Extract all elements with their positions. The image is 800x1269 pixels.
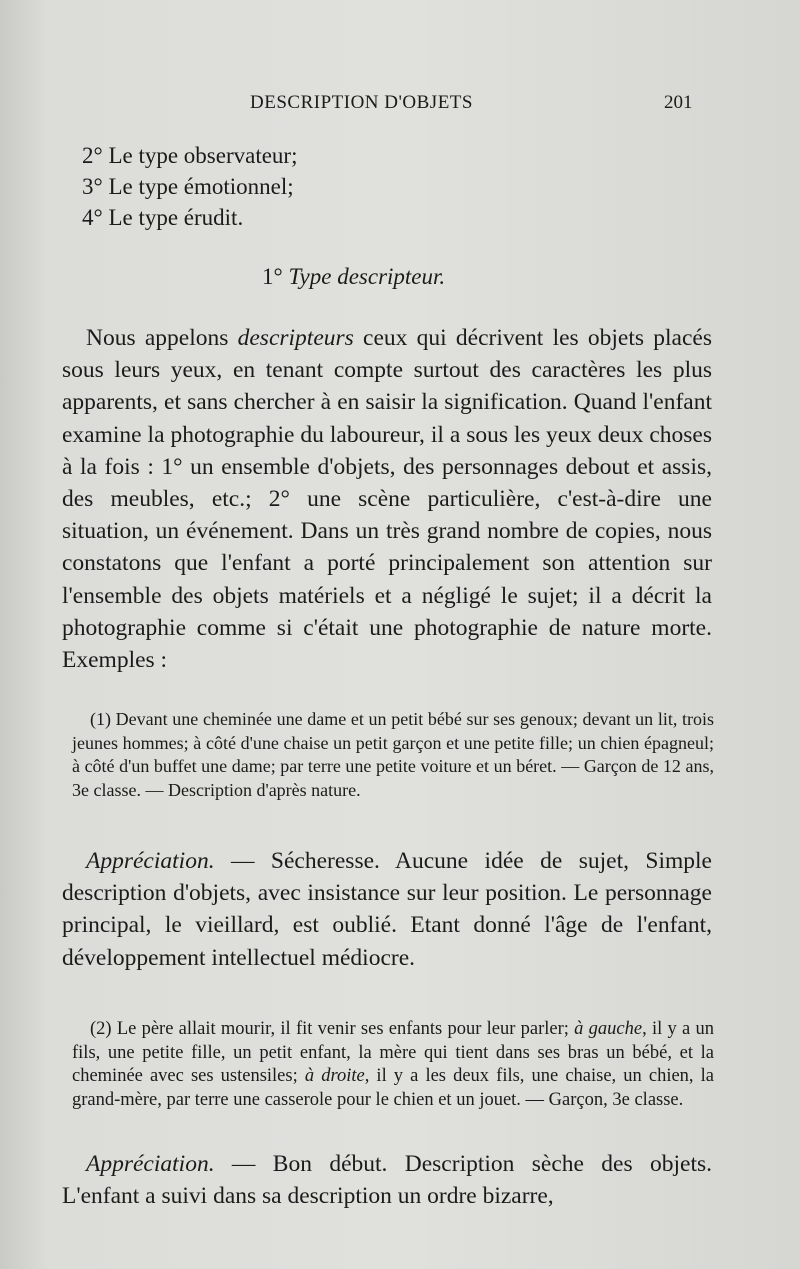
emphasized-term: à droite: [304, 1066, 365, 1086]
paragraph-text: ceux qui décrivent les objets placés sous leurs yeux, en tenant compte surtout des caractères les plus apparents, et sans chercher à en saisir la signification. Quand l'enfant examine la photographie du laboureur, il a sous les yeux deux choses à la fois : 1° un ensemble d'objets, des personnages debout et assis, des meubles, etc.; 2° une scène particulière, c'est-à-dire une situation, un événement. Dans un très grand nombre de copies, nous constatons que l'enfant a porté principalement son attention sur l'ensemble des objets matériels et a négligé le sujet; il a décrit la photographie comme si c'était une photographie de nature morte. Exemples :: [62, 325, 712, 674]
appreciation-text: — Sécheresse. Aucune idée de sujet, Simple description d'objets, avec insistance sur leur position. Le personnage principal, le vieillard, est oublié. Etant donné l'âge de l'enfant, développement intellectuel médiocre.: [62, 848, 712, 971]
example-text: , il y a un fils, une petite fille, un petit enfant, la mère qui tient dans ses bras un bébé, et la cheminée avec ses ustensiles;: [72, 1019, 714, 1086]
appreciation-label: Appréciation.: [86, 1151, 215, 1177]
paragraph-descripteurs: [62, 322, 712, 676]
appreciation-1: [62, 845, 712, 974]
section-heading: [262, 264, 445, 290]
running-title: DESCRIPTION D'OBJETS: [250, 92, 473, 113]
example-2: [72, 1018, 714, 1112]
list-item: 2° Le type observateur;: [82, 143, 298, 168]
emphasized-term: à gauche: [574, 1019, 643, 1039]
list-item: 3° Le type émotionnel;: [82, 174, 294, 199]
section-number: 1°: [262, 264, 283, 289]
type-list: [82, 140, 297, 233]
list-item: 4° Le type érudit.: [82, 205, 244, 230]
appreciation-2: [62, 1148, 712, 1212]
example-1: (1) Devant une cheminée une dame et un petit bébé sur ses genoux; devant un lit, trois jeunes hommes; à côté d'une chaise un petit garçon et une petite fille; un chien épagneul; à côté d'un buffet une dame; par terre une petite voiture et un béret. — Garçon de 12 ans, 3e classe. — Description d'après nature.: [72, 709, 714, 800]
example-text: (2) Le père allait mourir, il fit venir ses enfants pour leur parler;: [90, 1019, 575, 1039]
page-header: [0, 92, 800, 122]
example-text: , il y a les deux fils, une chaise, un chien, la grand-mère, par terre une casserole pour le chien et un jouet. — Garçon, 3e classe.: [72, 1066, 714, 1110]
page-number: 201: [664, 92, 693, 113]
appreciation-text: — Bon début. Description sèche des objets. L'enfant a suivi dans sa description un ordre bizarre,: [62, 1151, 712, 1210]
section-title: Type descripteur.: [288, 264, 446, 289]
appreciation-label: Appréciation.: [86, 848, 215, 874]
emphasized-term: descripteurs: [237, 325, 354, 351]
paragraph-text: Nous appelons: [86, 325, 238, 351]
